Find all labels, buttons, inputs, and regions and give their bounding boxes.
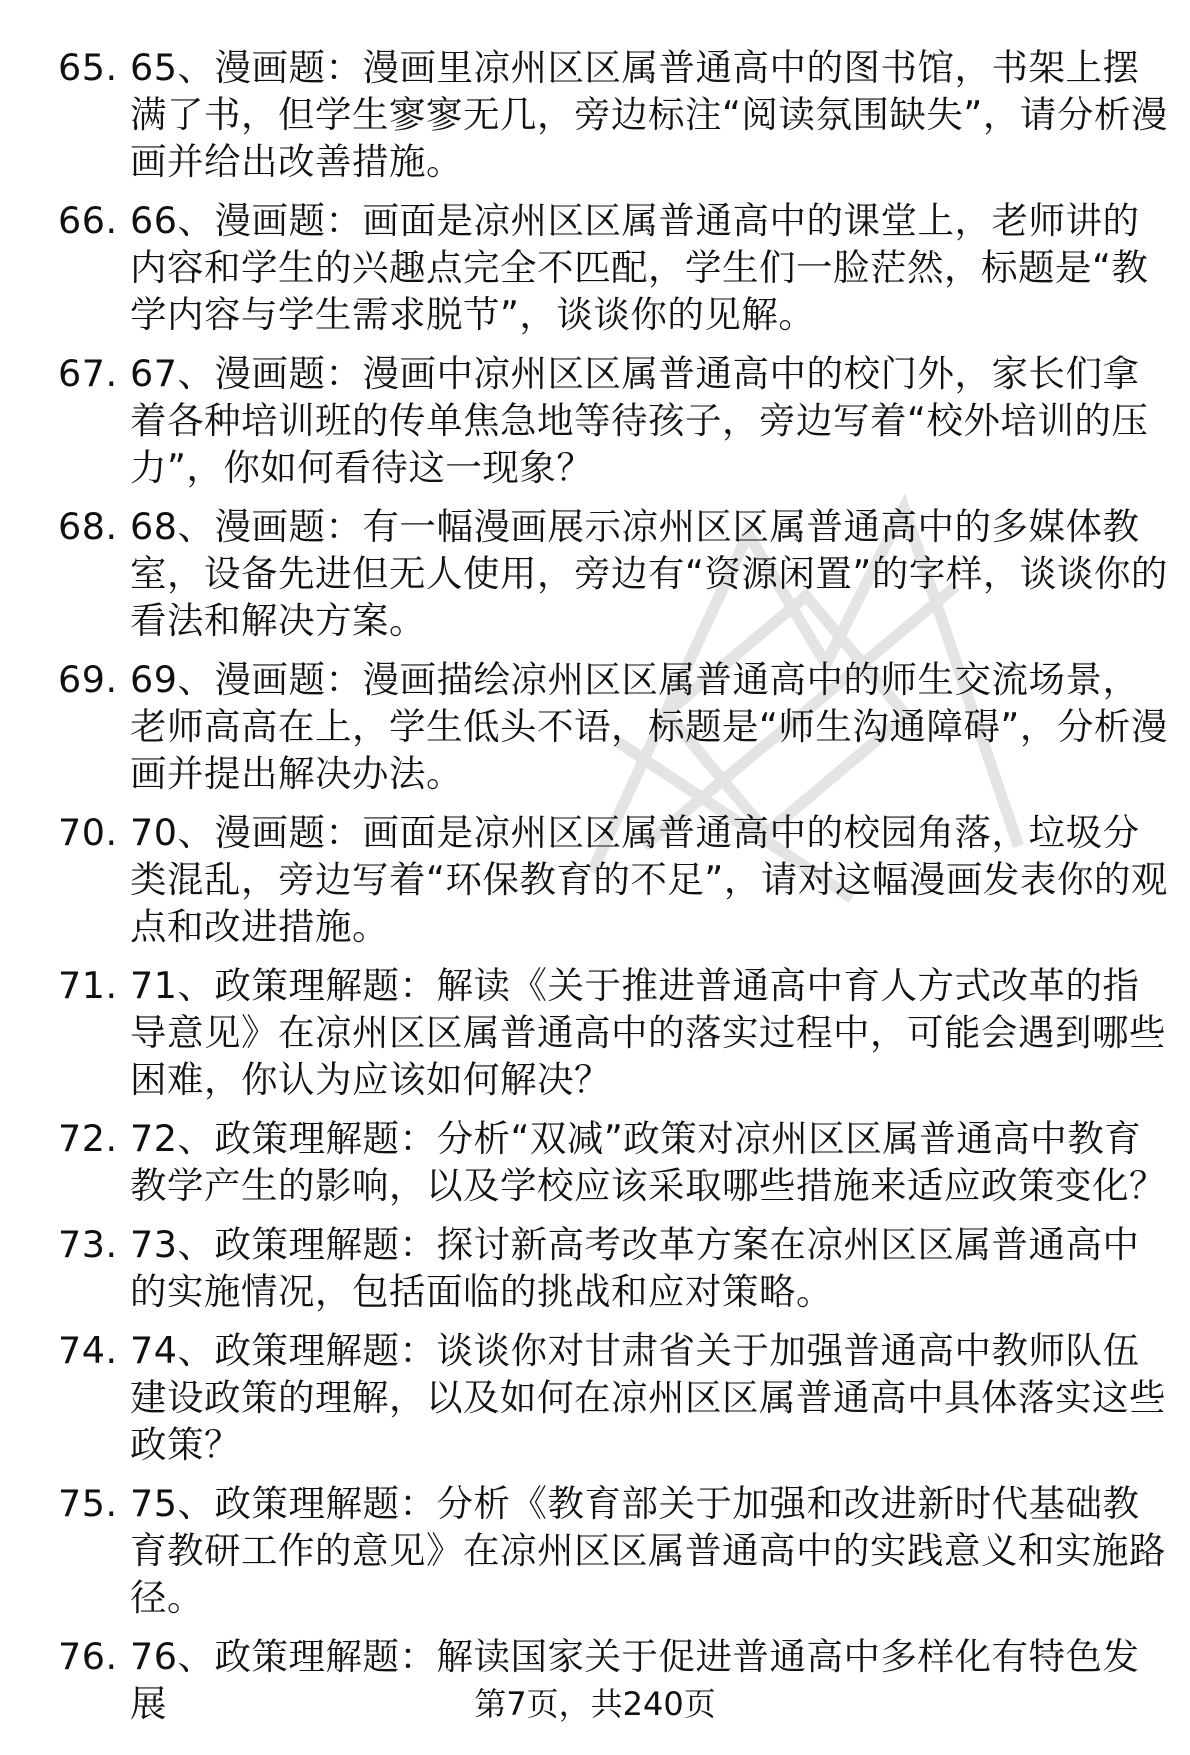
question-number: 71.: [58, 964, 118, 1007]
question-number: 67.: [58, 352, 118, 395]
question-number: 68.: [58, 505, 118, 548]
question-number: 66.: [58, 199, 118, 242]
question-number: 69.: [58, 658, 118, 701]
page-number-label: 第7页，共240页: [474, 1685, 716, 1723]
question-text: 72、政策理解题：分析“双减”政策对凉州区区属普通高中教育教学产生的影响，以及学校应该采取哪些措施来适应政策变化？: [130, 1117, 1166, 1207]
question-item: [0, 1327, 1190, 1468]
question-item: [0, 962, 1190, 1103]
question-number: 70.: [58, 811, 118, 854]
question-text: 69、漫画题：漫画描绘凉州区区属普通高中的师生交流场景，老师高高在上，学生低头不语，标题是“师生沟通障碍”，分析漫画并提出解决办法。: [130, 658, 1168, 795]
question-text: 76、政策理解题：解读国家关于促进普通高中多样化有特色发展: [130, 1635, 1140, 1725]
question-item: [0, 350, 1190, 491]
question-text: 68、漫画题：有一幅漫画展示凉州区区属普通高中的多媒体教室，设备先进但无人使用，旁边有“资源闲置”的字样，谈谈你的看法和解决方案。: [130, 505, 1168, 642]
question-text: 67、漫画题：漫画中凉州区区属普通高中的校门外，家长们拿着各种培训班的传单焦急地等待孩子，旁边写着“校外培训的压力”，你如何看待这一现象？: [130, 352, 1149, 489]
question-number: 74.: [58, 1329, 118, 1372]
question-item: [0, 1115, 1190, 1209]
question-text: 71、政策理解题：解读《关于推进普通高中育人方式改革的指导意见》在凉州区区属普通高中的落实过程中，可能会遇到哪些困难，你认为应该如何解决？: [130, 964, 1166, 1101]
question-item: [0, 44, 1190, 185]
question-number: 72.: [58, 1117, 118, 1160]
question-text: 74、政策理解题：谈谈你对甘肃省关于加强普通高中教师队伍建设政策的理解，以及如何在凉州区区属普通高中具体落实这些政策？: [130, 1329, 1166, 1466]
question-list: [0, 44, 1190, 1739]
question-item: [0, 809, 1190, 950]
question-number: 75.: [58, 1482, 118, 1525]
question-text: 70、漫画题：画面是凉州区区属普通高中的校园角落，垃圾分类混乱，旁边写着“环保教育的不足”，请对这幅漫画发表你的观点和改进措施。: [130, 811, 1168, 948]
page-footer: [0, 1684, 1190, 1724]
question-text: 66、漫画题：画面是凉州区区属普通高中的课堂上，老师讲的内容和学生的兴趣点完全不匹配，学生们一脸茫然，标题是“教学内容与学生需求脱节”，谈谈你的见解。: [130, 199, 1149, 336]
question-text: 65、漫画题：漫画里凉州区区属普通高中的图书馆，书架上摆满了书，但学生寥寥无几，旁边标注“阅读氛围缺失”，请分析漫画并给出改善措施。: [130, 46, 1168, 183]
question-number: 73.: [58, 1223, 118, 1266]
question-number: 65.: [58, 46, 118, 89]
question-item: [0, 656, 1190, 797]
question-item: [0, 503, 1190, 644]
question-text: 73、政策理解题：探讨新高考改革方案在凉州区区属普通高中的实施情况，包括面临的挑战和应对策略。: [130, 1223, 1140, 1313]
question-item: [0, 1480, 1190, 1621]
question-number: 76.: [58, 1635, 118, 1678]
question-text: 75、政策理解题：分析《教育部关于加强和改进新时代基础教育教研工作的意见》在凉州区区属普通高中的实践意义和实施路径。: [130, 1482, 1166, 1619]
question-item: [0, 197, 1190, 338]
question-item: [0, 1221, 1190, 1315]
